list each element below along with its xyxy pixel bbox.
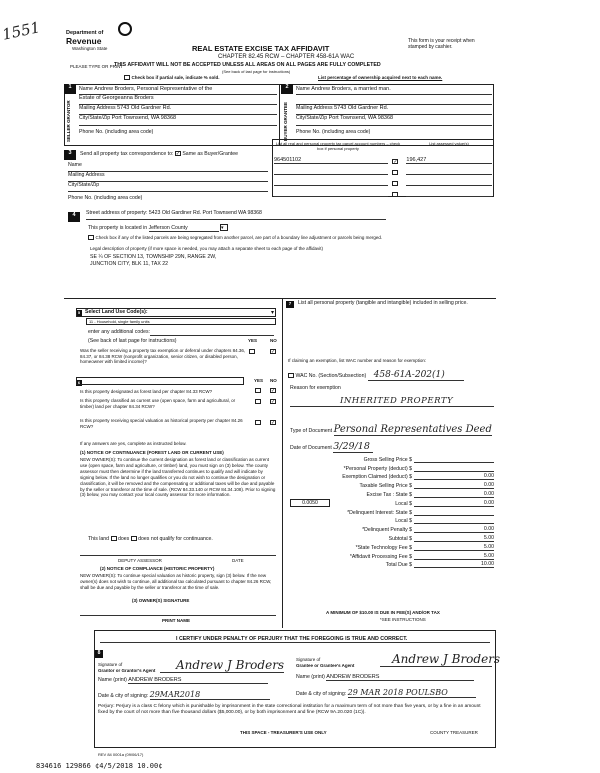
s6-if-any: If any answers are yes, complete as instructed below. [80, 441, 187, 446]
buyer-fields [296, 86, 492, 136]
s6-q1: Is this property designated as forest land per chapter 84.33 RCW? [80, 389, 213, 394]
partial-sale-row [124, 75, 219, 81]
s6-q1-yes[interactable] [255, 388, 261, 393]
s5-q-exempt: Was the seller receiving a property tax exemption or deferral under chapters 84.36, 84.37, or 84.38 RCW (nonprofit organization, senior citizen, or disabled person, homeowner with limited income)? [80, 348, 246, 365]
seller-addr[interactable]: 5743 Old Gardner Rd. [117, 105, 172, 111]
receipt-note: This form is your receipt when stamped by cashier. [408, 38, 475, 50]
s7-row-3: Taxable Selling Price $ 0.00 [359, 482, 494, 490]
s3-same-checkbox[interactable] [175, 151, 181, 156]
s7-doctype[interactable]: Personal Representatives Deed [333, 424, 492, 435]
s3-parcel-line-3[interactable] [274, 178, 388, 186]
footer-rev: REV 84 0001a (09/06/17) [98, 752, 144, 757]
buyer-side-label: BUYER GRANTEE [283, 101, 288, 141]
s3-parcel-checkbox-2[interactable] [392, 170, 398, 175]
s7-row-4: Excise Tax : State $ 0.00 [366, 490, 494, 498]
s8-certify: I CERTIFY UNDER PENALTY OF PERJURY THAT THE FOREGOING IS TRUE AND CORRECT. [176, 636, 408, 642]
s8-grantee-name[interactable]: ANDREW BRODERS [326, 674, 474, 681]
s8-grantee-name-row [296, 674, 474, 681]
s6-header-box [76, 377, 244, 385]
s8-grantee-sig-line [380, 666, 492, 667]
s7-docdate[interactable]: 3/29/18 [333, 441, 373, 453]
s6-notice1-text: NEW OWNER(S): To continue the current designation as forest land or classification as current use (open space, farm and agriculture, or timber) land, you must sign on (3) below. The county assessor must then determine if the land transferred continues to qualify and will indicate by signing below. If the land no longer qualifies or you do not wish to continue the designation or classification, it will be removed and the compensating or additional taxes will be due and payable by the seller or transferor at the time of sale. (RCW 84.33.140 or RCW 84.34.108). Prior to signing (3) below, you may contact your local county assessor for more information. [80, 457, 276, 498]
s3-parcel-checkbox-1[interactable] [392, 159, 398, 164]
s7-docdate-label: Date of Document [290, 445, 332, 451]
s3-parcel-header: List all real and personal property tax parcel account numbers – check box if personal property [275, 141, 401, 151]
form-title: REAL ESTATE EXCISE TAX AFFIDAVIT [192, 44, 330, 53]
s8-grantee-sig-label: Signature of Grantee or Grantee's Agent [296, 657, 355, 668]
corner-mark: 1551 [0, 18, 42, 44]
seller-city-label: City/State/Zip [79, 115, 111, 121]
s4-located-row [88, 224, 228, 232]
s4-county-dropdown-icon[interactable]: ▾ [220, 224, 228, 231]
logo-dept: Department of [66, 30, 104, 36]
s5-yes-checkbox[interactable] [249, 349, 255, 354]
partial-sale-label: Check box if partial sale, indicate % sold. [131, 75, 220, 80]
s6-this-land: This land [88, 536, 110, 542]
s8-grantor-name[interactable]: ANDREW BRODERS [128, 677, 268, 684]
seller-name2[interactable]: Estate of Georgeanna Broders [79, 95, 277, 105]
s8-grantor-signature[interactable]: Andrew J Broders [176, 658, 285, 672]
s5-yes: YES [248, 338, 258, 343]
buyer-city-label: City/State/Zip [296, 115, 328, 121]
s5-no: NO [270, 338, 277, 343]
s6-q2-no[interactable] [270, 399, 276, 404]
s7-wac-checkbox[interactable] [288, 373, 294, 378]
s7-row-7: Local $ [290, 516, 494, 525]
s3-same-label: Same as Buyer/Grantee [182, 151, 238, 157]
s6-q2: Is this property classified as current use (open space, farm and agricultural, or timber) land per chapter 84.34 RCW? [80, 398, 236, 409]
s7-row-0: Gross Selling Price $ [290, 454, 494, 463]
s3-parcel-checkbox-3[interactable] [392, 181, 398, 186]
s8-grantor-name-label: Name (print) [98, 677, 127, 683]
s7-reason-label: Reason for exemption [290, 385, 341, 391]
s8-grantee-date[interactable]: 29 MAR 2018 POULSBO [348, 688, 476, 698]
s3-parcel-rows [274, 153, 492, 197]
s3-phone-line[interactable]: Phone No. (including area code) [68, 195, 143, 201]
s7-num: 7 [286, 301, 294, 308]
s7-wac[interactable]: 458-61A-202(1) [368, 370, 464, 381]
seller-name-label: Name [79, 86, 93, 92]
see-back-note: (See back of last page for instructions) [222, 69, 291, 74]
buyer-name[interactable]: Andrew Broders, a married man. [311, 86, 391, 92]
s8-grantor-name-row [98, 677, 268, 684]
logo-state: Washington State [72, 46, 108, 51]
seller-city[interactable]: Port Townsend, WA 98368 [111, 115, 177, 121]
s8-grantor-sig-line [160, 672, 284, 673]
s3-parcel-number[interactable]: 964501102 [274, 157, 388, 164]
s4-legal-1[interactable]: SE ¼ OF SECTION 13, TOWNSHIP 29N, RANGE 2W, [90, 254, 217, 260]
s8-grantor-date-label: Date & city of signing: [98, 693, 149, 699]
s6-notice2-title: (2) NOTICE OF COMPLIANCE (HISTORIC PROPERTY) [100, 566, 215, 571]
s8-grantor-date[interactable]: 29MAR2018 [150, 690, 270, 700]
s4-segregated-label: Check box if any of the listed parcels are being segregated from another parcel, are part of a boundary line adjustment or parcels being merged. [95, 235, 383, 240]
s6-this-land-row [88, 536, 213, 542]
s5-select-label: Select Land Use Code(s): [85, 309, 148, 315]
logo-revenue: Revenue [66, 36, 102, 46]
form-subtitle: CHAPTER 82.45 RCW – CHAPTER 458-61A WAC [218, 54, 355, 60]
s7-reason-line [290, 406, 494, 407]
s5-num: 5 [77, 310, 81, 315]
s7-docdate-row [290, 441, 373, 453]
s8-grantee-signature[interactable]: Andrew J Broders [392, 652, 501, 666]
seller-addr-label: Mailing Address [79, 105, 116, 111]
s8-grantor-sig-label: Signature of Grantor or Grantor's Agent [98, 662, 156, 673]
s3-name-line[interactable]: Name [68, 162, 268, 172]
buyer-addr-label: Mailing Address [296, 105, 333, 111]
s6-deputy: DEPUTY ASSESSOR [118, 558, 162, 563]
s3-parcel-line-2[interactable] [274, 167, 388, 175]
s3-num: 3 [64, 150, 76, 160]
s3-assessed-line-4[interactable] [406, 189, 492, 197]
buyer-num: 2 [281, 84, 293, 94]
s8-treasurer-use: THIS SPACE - TREASURER'S USE ONLY [240, 730, 327, 735]
lower-frame-top [64, 298, 496, 299]
s7-wac-label: WAC No. (Section/Subsection) [295, 373, 367, 379]
s3-assessed-line-2[interactable] [406, 167, 492, 175]
s6-deputy-line[interactable] [80, 548, 276, 556]
s6-print-line[interactable] [80, 608, 276, 616]
s6-q1-no[interactable] [270, 388, 276, 393]
s4-legal-label: Legal description of property (if more space is needed, you may attach a separate sheet to each page of the affidavit) [90, 246, 324, 251]
buyer-phone-label: Phone No. (including area code) [296, 129, 371, 135]
s4-num: 4 [68, 212, 80, 222]
s6-no: NO [270, 378, 277, 383]
s6-q2-yes[interactable] [255, 399, 261, 404]
s7-minimum: A MINIMUM OF $10.00 IS DUE IN FEE(S) AND/OR TAX [326, 610, 440, 615]
s5-no-checkbox[interactable] [270, 349, 276, 354]
s7-see-instr: *SEE INSTRUCTIONS [380, 617, 426, 622]
s7-doctype-row [290, 424, 500, 436]
s5-code[interactable]: 11 - Household, single family units [86, 318, 276, 325]
s6-q3-no[interactable] [270, 420, 276, 425]
seller-name[interactable]: Andrew Broders, Personal Representative of the [94, 86, 213, 92]
s5-see-back: (See back of last page for instructions) [88, 338, 177, 344]
s6-does-not-checkbox[interactable] [131, 536, 137, 541]
s8-grantee-date-row [296, 688, 476, 698]
s8-num: 8 [95, 650, 103, 658]
s6-notice1-title: (1) NOTICE OF CONTINUANCE (FOREST LAND OR CURRENT USE) [80, 450, 224, 455]
s3-send-row [80, 151, 238, 157]
s5-dropdown-icon: ▾ [270, 310, 274, 316]
s7-row-2: Exemption Claimed (deduct) $ 0.00 [342, 473, 494, 481]
s6-q3: Is this property receiving special valuation as historical property per chapter 84.26 RCW? [80, 418, 243, 429]
s5-additional-line[interactable] [150, 329, 274, 336]
s3-parcel-line-4[interactable] [274, 189, 388, 197]
buyer-city[interactable]: Port Townsend, WA 98368 [328, 115, 394, 121]
s7-row-10: *State Technology Fee $ 5.00 [355, 543, 494, 551]
s7-local-rate: 0.0050 [290, 499, 330, 507]
s6-does: does [117, 536, 130, 542]
s8-certify-line [100, 642, 490, 643]
s5-landuse-select[interactable] [76, 308, 276, 317]
s6-does-not: does not qualify for continuance. [138, 536, 213, 542]
logo-circle-icon [118, 22, 132, 36]
s6-print-name: PRINT NAME [162, 618, 190, 623]
s8-county-treasurer: COUNTY TREASURER [430, 730, 478, 735]
s4-located-label: This property is located in [88, 224, 148, 231]
s6-yes: YES [254, 378, 264, 383]
s6-q3-yes[interactable] [255, 420, 261, 425]
s7-row-8: *Delinquent Penalty $ 0.00 [362, 526, 494, 534]
s7-doctype-label: Type of Document [290, 428, 333, 434]
s8-perjury: Perjury: Perjury is a class C felony which is punishable by imprisonment in the state correctional institution for a maximum term of not more than five years, or by a fine in an amount fixed by the court of not more than five thousand dollars ($5,000.00), or by both imprisonment and fine (RCW 9A.20.020 (1C)). [98, 704, 481, 715]
s4-segregated-row [88, 235, 488, 241]
s3-assessed-header: List assessed value(s) [429, 141, 469, 146]
s7-claim-exempt: If claiming an exemption, list WAC number and reason for exemption: [288, 358, 427, 363]
s4-legal-2[interactable]: JUNCTION CITY, BLK 11, TAX 22 [90, 261, 169, 267]
lower-frame-divider [282, 298, 283, 628]
s7-personal-prop: List all personal property (tangible and intangible) included in selling price. [298, 300, 468, 306]
s8-grantor-date-row [98, 690, 270, 700]
s4-street-label: Street address of property: [86, 210, 148, 216]
s8-grantee-name-label: Name (print) [296, 674, 325, 680]
s4-street[interactable]: 5423 Old Gardiner Rd. Port Townsend WA 98368 [148, 210, 262, 216]
footer-stamp: 834616 129866 ¢4/5/2018 10.00¢ [36, 762, 163, 770]
s6-notice2-text: NEW OWNER(S): To continue special valuation as historic property, sign (3) below. If the new owner(s) does not wish to continue, all additional tax calculated pursuant to chapter 84.26 RCW, shall be due and payable by the seller or transferor at the time of sale. [80, 573, 272, 590]
seller-fields [79, 86, 277, 136]
s7-row-1: *Personal Property (deduct) $ [290, 463, 494, 472]
s3-addr-line[interactable]: Mailing Address [68, 172, 268, 182]
s7-reason[interactable]: INHERITED PROPERTY [340, 396, 454, 406]
s7-row-6: *Delinquent Interest: State $ [290, 507, 494, 516]
s7-row-5: 0.0050 Local $ 0.00 [290, 498, 494, 507]
list-ownership-note: List percentage of ownership acquired next to each name. [318, 75, 443, 80]
s4-county[interactable]: Jefferson County [149, 225, 219, 232]
not-accepted-notice: THIS AFFIDAVIT WILL NOT BE ACCEPTED UNLESS ALL AREAS ON ALL PAGES ARE FULLY COMPLETED [114, 62, 381, 68]
s7-money-table [290, 454, 494, 568]
partial-sale-checkbox[interactable] [124, 75, 130, 80]
type-or-print: PLEASE TYPE OR PRINT [70, 64, 124, 69]
seller-num: 1 [64, 84, 76, 94]
s7-wac-row [288, 370, 496, 381]
s8-grantee-date-label: Date & city of signing: [296, 691, 347, 697]
s3-assessed-line-3[interactable] [406, 178, 492, 186]
s5-additional: enter any additional codes: [88, 329, 151, 335]
s3-parcel-checkbox-4[interactable] [392, 192, 398, 197]
s4-street-row [86, 210, 386, 220]
buyer-name-label: Name [296, 86, 310, 92]
buyer-addr[interactable]: 5743 Old Gardner Rd. [334, 105, 389, 111]
s7-row-12: Total Due $ 10.00 [385, 561, 494, 569]
s7-row-9: Subtotal $ 5.00 [388, 534, 494, 542]
s6-date: DATE [232, 558, 244, 563]
s6-does-checkbox[interactable] [111, 536, 117, 541]
s3-city-line[interactable]: City/State/Zip [68, 182, 268, 192]
s3-left-fields [68, 162, 268, 202]
s6-num: 6 [77, 380, 81, 385]
seller-phone-label: Phone No. (including area code) [79, 129, 154, 135]
s3-send-label: Send all property tax correspondence to: [80, 151, 174, 157]
parties-divider [279, 84, 280, 146]
s4-segregated-checkbox[interactable] [88, 235, 94, 240]
s6-owner-sig: (3) OWNER(S) SIGNATURE [132, 598, 190, 603]
seller-side-label: SELLER GRANTOR [66, 100, 71, 142]
dor-logo [66, 22, 150, 52]
s3-assessed-value[interactable]: 196,427 [406, 157, 492, 164]
s7-row-11: *Affidavit Processing Fee $ 5.00 [349, 552, 494, 560]
